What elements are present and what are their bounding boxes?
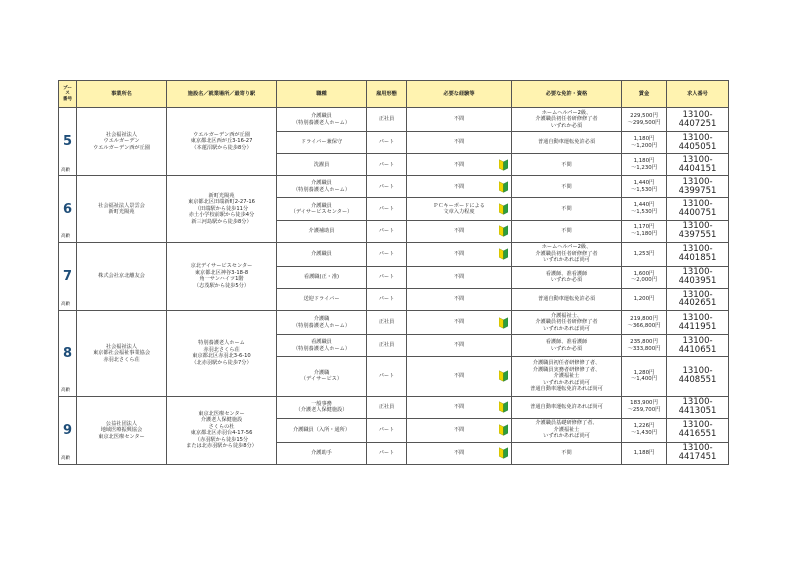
job-listing-table <box>58 80 729 465</box>
job-number: 13100- 4417451 <box>667 442 729 464</box>
experience <box>407 396 512 418</box>
table-row <box>59 242 729 266</box>
experience <box>407 266 512 288</box>
table-row <box>59 396 729 418</box>
header-employment: 雇用形態 <box>367 81 407 108</box>
job-title: ドライバー兼保守 <box>277 132 367 154</box>
booth-number: 6 <box>62 201 73 217</box>
table-row <box>59 176 729 198</box>
employment-type: パート <box>367 418 407 442</box>
booth-cell <box>59 108 77 176</box>
beginner-mark-icon <box>499 448 508 459</box>
wage: 1,188円 <box>622 442 667 464</box>
license: 普通自動車運転免許必須 <box>512 288 622 310</box>
license: 看護師、准看護師 いずれか必須 <box>512 266 622 288</box>
job-title: 送迎ドライバー <box>277 288 367 310</box>
header-wage: 賃金 <box>622 81 667 108</box>
experience-text: 不問 <box>453 116 465 123</box>
header-workplace: 施設名／就業場所／最寄り駅 <box>167 81 277 108</box>
experience-text: 不問 <box>453 139 465 146</box>
job-number: 13100- 4397551 <box>667 220 729 242</box>
employment-type: パート <box>367 242 407 266</box>
age-label: 高齢 <box>61 167 71 173</box>
experience-text: 不問 <box>453 426 465 433</box>
license: 普通自動車運転免許必須 <box>512 132 622 154</box>
experience <box>407 132 512 154</box>
booth-number: 7 <box>62 268 73 284</box>
age-label: 高齢 <box>61 456 71 462</box>
wage: 1,180円 ～1,230円 <box>622 154 667 176</box>
experience-text: 不問 <box>453 373 465 380</box>
office-name: 公益社団法人 地域医療振興協会 東京北医療センター <box>77 396 167 464</box>
job-number: 13100- 4407251 <box>667 108 729 132</box>
wage: 183,900円 ～259,700円 <box>622 396 667 418</box>
job-title: 介護職員 （特別養護老人ホーム） <box>277 108 367 132</box>
header-license: 必要な免許・資格 <box>512 81 622 108</box>
experience <box>407 288 512 310</box>
experience <box>407 108 512 132</box>
job-number: 13100- 4403951 <box>667 266 729 288</box>
license: 不問 <box>512 442 622 464</box>
booth-number: 9 <box>62 422 73 438</box>
wage: 235,800円 ～333,800円 <box>622 335 667 357</box>
beginner-mark-icon <box>499 181 508 192</box>
experience-text: ＰＣキーボードによる 文章入力程度 <box>433 202 485 216</box>
beginner-mark-icon <box>499 249 508 260</box>
office-name: 社会福祉法人 ウエルガーデン ウエルガーデン西が丘園 <box>77 108 167 176</box>
license: 不問 <box>512 220 622 242</box>
employment-type: パート <box>367 288 407 310</box>
age-label: 高齢 <box>61 387 71 393</box>
employment-type: パート <box>367 266 407 288</box>
booth-number: 8 <box>62 345 73 361</box>
employment-type: 正社員 <box>367 108 407 132</box>
job-number: 13100- 4416551 <box>667 418 729 442</box>
employment-type: パート <box>367 442 407 464</box>
header-jobno: 求人番号 <box>667 81 729 108</box>
wage: 219,800円 ～366,800円 <box>622 311 667 335</box>
license: 普通自動車運転免許あれば尚可 <box>512 396 622 418</box>
wage: 1,180円 ～1,200円 <box>622 132 667 154</box>
experience-text: 不問 <box>453 319 465 326</box>
booth-cell <box>59 176 77 242</box>
job-title: 介護職 （特別養護老人ホーム） <box>277 311 367 335</box>
employment-type: パート <box>367 357 407 396</box>
wage: 1,226円 ～1,430円 <box>622 418 667 442</box>
experience <box>407 357 512 396</box>
license: ホームヘルパー2級、 介護職員初任者研修修了者 いずれかあれば尚可 <box>512 242 622 266</box>
header-booth: ブース 番号 <box>59 81 77 108</box>
experience-text: 不問 <box>453 183 465 190</box>
experience-text: 不問 <box>453 274 465 281</box>
experience <box>407 154 512 176</box>
job-title: 看護職員 （特別養護老人ホーム） <box>277 335 367 357</box>
beginner-mark-icon <box>499 425 508 436</box>
beginner-mark-icon <box>499 371 508 382</box>
workplace: 新町光陽苑 東京都北区田端新町2-27-16 （田端駅から徒歩11分 赤土小学校前駅から徒歩4分 新三河島駅から徒歩8分） <box>167 176 277 242</box>
workplace: ウエルガーデン西が丘園 東京都北区西が丘3-16-27 （本蓮沼駅から徒歩8分） <box>167 108 277 176</box>
experience-text: 不問 <box>453 161 465 168</box>
job-number: 13100- 4401851 <box>667 242 729 266</box>
job-title: 一般事務 （介護老人保健施設） <box>277 396 367 418</box>
employment-type: パート <box>367 132 407 154</box>
experience-text: 不問 <box>453 296 465 303</box>
employment-type: パート <box>367 176 407 198</box>
job-number: 13100- 4408551 <box>667 357 729 396</box>
experience-text: 不問 <box>453 250 465 257</box>
experience <box>407 176 512 198</box>
job-number: 13100- 4402651 <box>667 288 729 310</box>
experience <box>407 311 512 335</box>
office-name: 社会福祉法人景雲会 新町光陽苑 <box>77 176 167 242</box>
booth-cell <box>59 311 77 397</box>
beginner-mark-icon <box>499 402 508 413</box>
job-number: 13100- 4404151 <box>667 154 729 176</box>
age-label: 高齢 <box>61 302 71 308</box>
header-job: 職種 <box>277 81 367 108</box>
wage: 1,170円 ～1,180円 <box>622 220 667 242</box>
job-title: 介護助手 <box>277 442 367 464</box>
header-row <box>59 81 729 108</box>
age-label: 高齢 <box>61 233 71 239</box>
experience-text: 不問 <box>453 450 465 457</box>
booth-number: 5 <box>62 134 73 150</box>
experience-text: 不問 <box>453 227 465 234</box>
experience <box>407 335 512 357</box>
employment-type: 正社員 <box>367 335 407 357</box>
license: 不問 <box>512 154 622 176</box>
wage: 229,500円 ～299,500円 <box>622 108 667 132</box>
job-title: 介護職員 <box>277 242 367 266</box>
workplace: 特別養護老人ホーム 赤羽北さくら荘 東京都北区赤羽北3-6-10 （北赤羽駅から徒歩7分） <box>167 311 277 397</box>
experience <box>407 418 512 442</box>
booth-cell <box>59 242 77 310</box>
employment-type: 正社員 <box>367 311 407 335</box>
job-title: 介護職員 （特別養護老人ホーム） <box>277 176 367 198</box>
license: 介護職員基礎研修修了者、 介護福祉士 いずれかあれば尚可 <box>512 418 622 442</box>
wage: 1,280円 ～1,400円 <box>622 357 667 396</box>
job-title: 看護職(正・准) <box>277 266 367 288</box>
license: 不問 <box>512 176 622 198</box>
beginner-mark-icon <box>499 317 508 328</box>
employment-type: パート <box>367 198 407 220</box>
license: ホームヘルパー2級、 介護職員初任者研修修了者 いずれか必須 <box>512 108 622 132</box>
job-title: 介護補助員 <box>277 220 367 242</box>
job-number: 13100- 4413051 <box>667 396 729 418</box>
workplace: 京北デイサービスセンター 東京都北区神谷3-18-8 角一サンハイツ1階 （志茂駅から徒歩5分） <box>167 242 277 310</box>
job-number: 13100- 4400751 <box>667 198 729 220</box>
beginner-mark-icon <box>499 159 508 170</box>
experience <box>407 242 512 266</box>
workplace: 東京北医療センター 介護老人保健施設 さくらの杜 東京都北区赤羽台4-17-56 （赤羽駅から徒歩15分 または北赤羽駅から徒歩8分） <box>167 396 277 464</box>
job-title: 介護職 （デイサービス） <box>277 357 367 396</box>
beginner-mark-icon <box>499 226 508 237</box>
experience <box>407 220 512 242</box>
job-number: 13100- 4399751 <box>667 176 729 198</box>
experience <box>407 442 512 464</box>
header-office: 事業所名 <box>77 81 167 108</box>
license: 不問 <box>512 198 622 220</box>
job-number: 13100- 4405051 <box>667 132 729 154</box>
office-name: 社会福祉法人 東京都社会福祉事業協会 赤羽北さくら荘 <box>77 311 167 397</box>
job-title: 洗濯員 <box>277 154 367 176</box>
job-number: 13100- 4410651 <box>667 335 729 357</box>
wage: 1,440円 ～1,530円 <box>622 198 667 220</box>
employment-type: 正社員 <box>367 396 407 418</box>
table-row <box>59 311 729 335</box>
job-number: 13100- 4411951 <box>667 311 729 335</box>
wage: 1,200円 <box>622 288 667 310</box>
office-name: 株式会社京北離友会 <box>77 242 167 310</box>
job-title: 介護職員（入所・通所） <box>277 418 367 442</box>
job-title: 介護職員 （デイサービスセンター） <box>277 198 367 220</box>
experience-text: 不問 <box>453 403 465 410</box>
employment-type: パート <box>367 154 407 176</box>
beginner-mark-icon <box>499 204 508 215</box>
wage: 1,253円 <box>622 242 667 266</box>
table-row <box>59 108 729 132</box>
employment-type: パート <box>367 220 407 242</box>
booth-cell <box>59 396 77 464</box>
license: 看護師、准看護師 いずれか必須 <box>512 335 622 357</box>
wage: 1,440円 ～1,530円 <box>622 176 667 198</box>
wage: 1,600円 ～2,000円 <box>622 266 667 288</box>
license: 介護職員初任者研修修了者、 介護職員実務者研修修了者、 介護福祉士 いずれかあれば尚可 普通自動車運転免許あれば尚可 <box>512 357 622 396</box>
experience <box>407 198 512 220</box>
experience-text: 不問 <box>453 342 465 349</box>
license: 介護福祉士、 介護職員初任者研修修了者 いずれかあれば尚可 <box>512 311 622 335</box>
header-experience: 必要な経験等 <box>407 81 512 108</box>
